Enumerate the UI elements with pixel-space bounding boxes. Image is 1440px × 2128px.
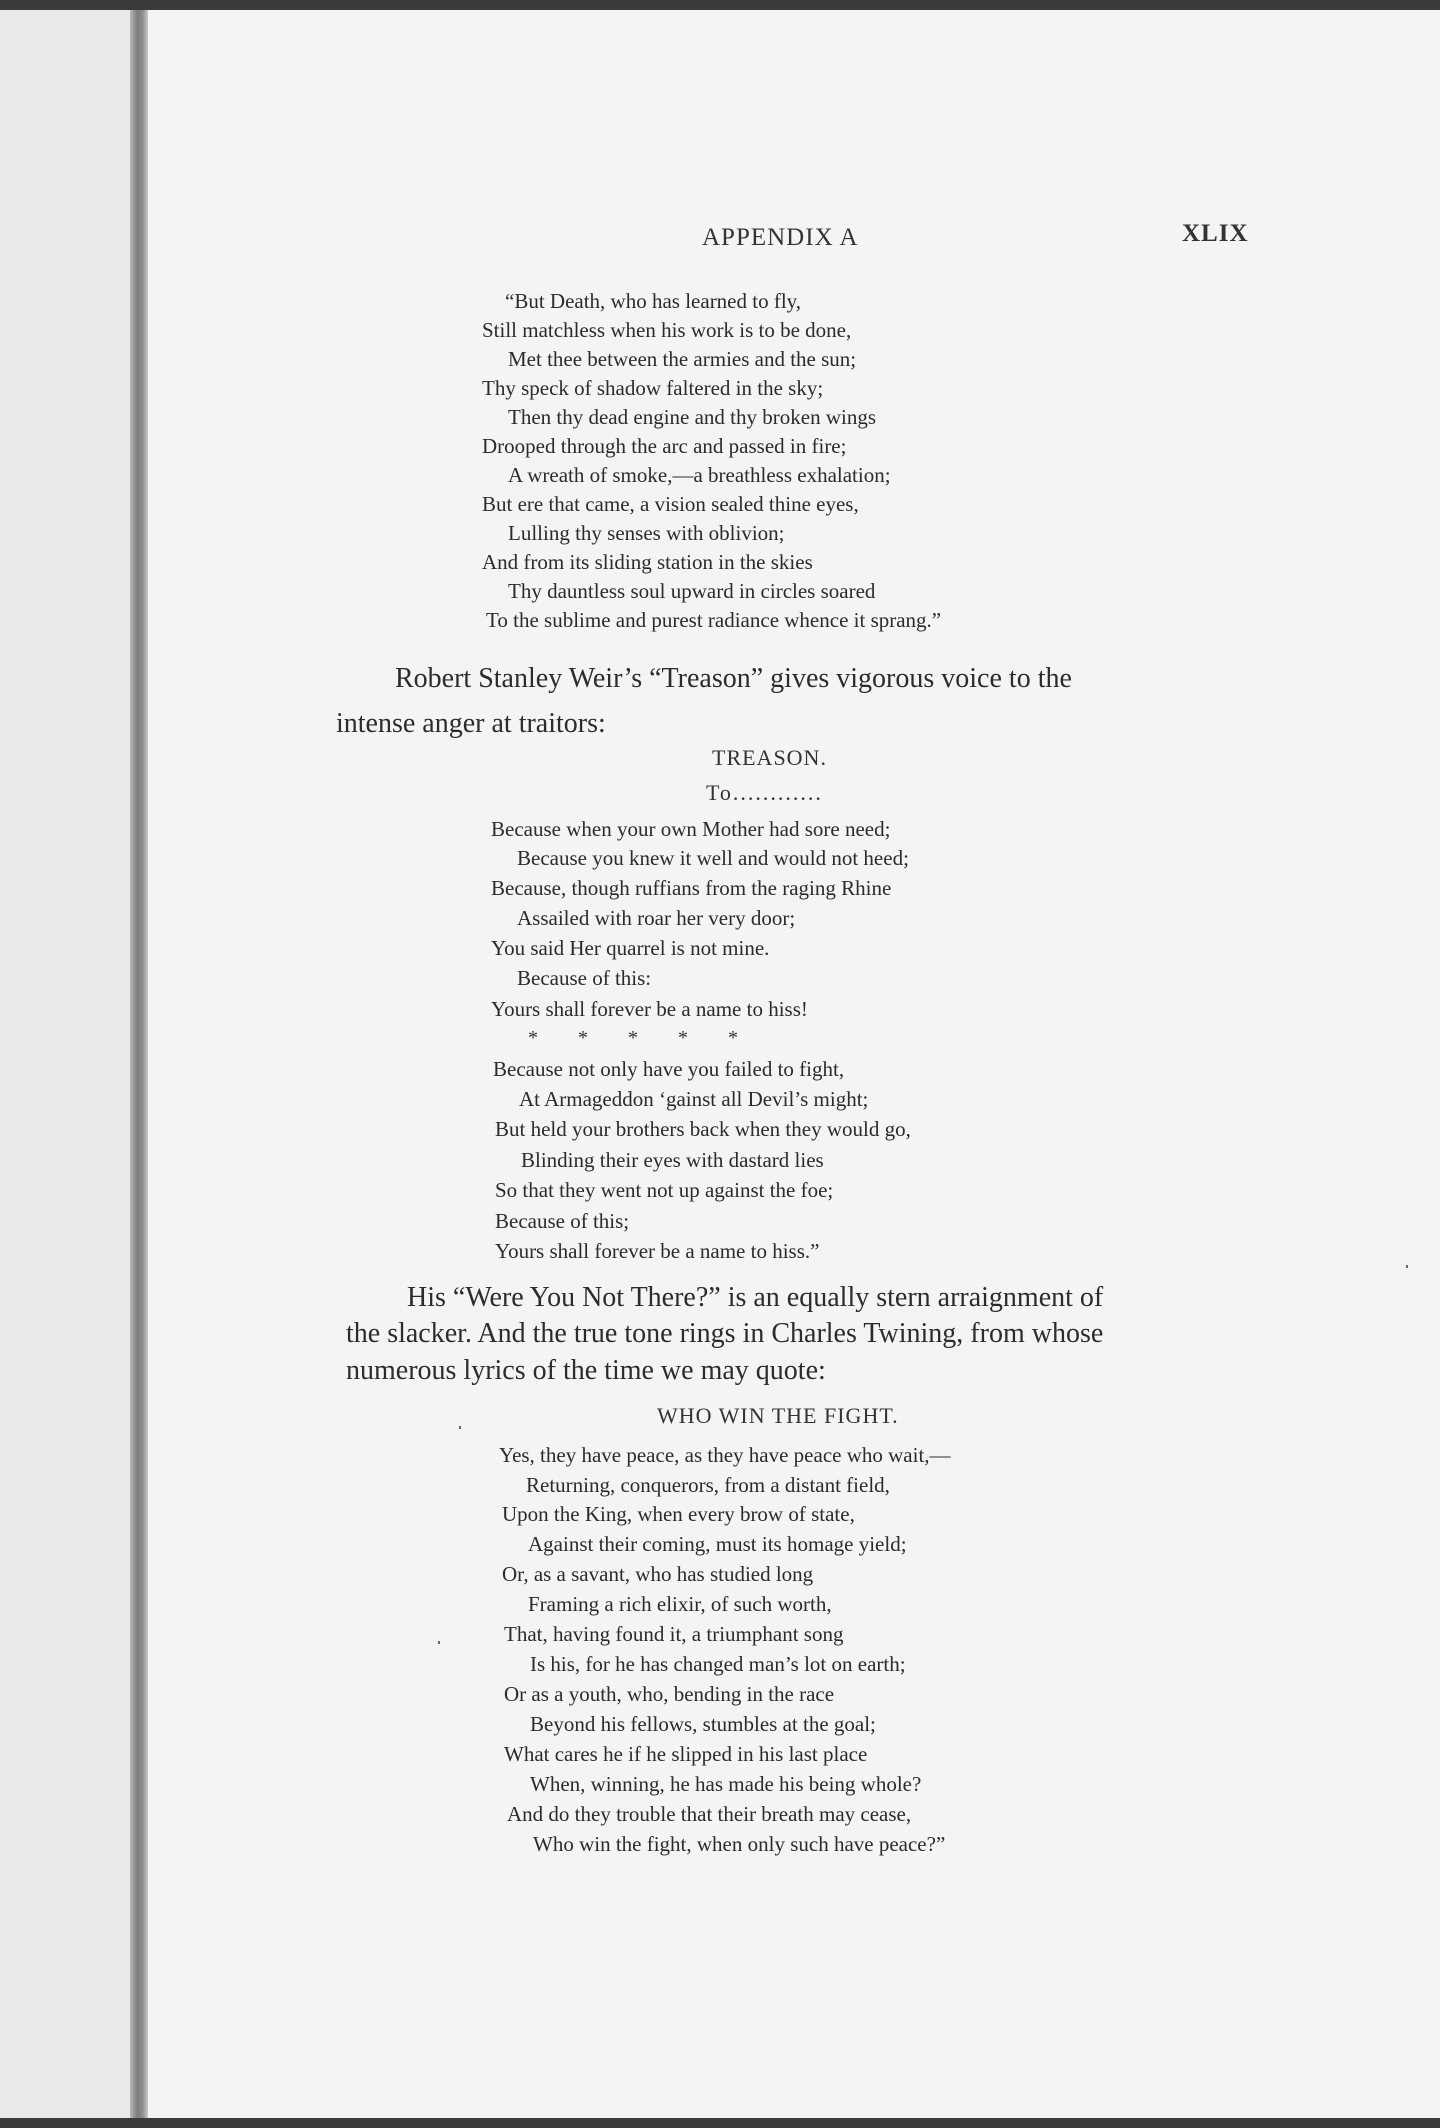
section-separator: * * * * *: [528, 1027, 738, 1049]
poem-line: Is his, for he has changed man’s lot on earth;: [530, 1652, 906, 1676]
poem-line: Or as a youth, who, bending in the race: [504, 1682, 835, 1706]
poem-line: Because you knew it well and would not heed;: [517, 846, 909, 870]
poem-line: But held your brothers back when they would go,: [495, 1117, 911, 1141]
poem-line: Or, as a savant, who has studied long: [502, 1562, 814, 1586]
poem-line: Returning, conquerors, from a distant field,: [526, 1473, 890, 1497]
poem-line: And do they trouble that their breath may cease,: [507, 1802, 912, 1826]
page-number: XLIX: [1182, 220, 1249, 247]
poem-title-treason: TREASON.: [712, 745, 827, 770]
poem-line: When, winning, he has made his being whole?: [530, 1772, 922, 1796]
poem-line: Thy dauntless soul upward in circles soared: [508, 579, 876, 603]
poem-line: A wreath of smoke,—a breathless exhalation;: [508, 463, 891, 487]
poem-line: Lulling thy senses with oblivion;: [508, 521, 785, 545]
scan-speck: [438, 1641, 440, 1644]
poem-line: Drooped through the arc and passed in fire;: [482, 434, 847, 458]
poem-line: At Armageddon ‘gainst all Devil’s might;: [519, 1087, 869, 1111]
poem-line: Against their coming, must its homage yield;: [528, 1532, 907, 1556]
poem-line: Blinding their eyes with dastard lies: [521, 1148, 824, 1172]
poem-line: That, having found it, a triumphant song: [504, 1622, 844, 1646]
poem-line: And from its sliding station in the skies: [482, 550, 813, 574]
poem-line: Still matchless when his work is to be done,: [482, 318, 852, 342]
poem-line: Because of this:: [517, 966, 652, 990]
poem-dedication: To............: [706, 780, 823, 805]
poem-line: Because, though ruffians from the raging Rhine: [491, 876, 892, 900]
poem-line: “But Death, who has learned to fly,: [505, 289, 802, 313]
scan-speck: [459, 1426, 461, 1429]
poem-line: Framing a rich elixir, of such worth,: [528, 1592, 832, 1616]
poem-line: Who win the fight, when only such have peace?”: [533, 1832, 946, 1856]
scan-speck: [1406, 1265, 1408, 1268]
facing-page-edge: [0, 10, 132, 2118]
poem-line: You said Her quarrel is not mine.: [491, 936, 770, 960]
scan-top-border: [0, 0, 1440, 10]
poem-line: Upon the King, when every brow of state,: [502, 1502, 855, 1526]
poem-line: Assailed with roar her very door;: [517, 906, 796, 930]
prose-line: His “Were You Not There?” is an equally stern arraignment of: [407, 1282, 1104, 1313]
poem-line: Because of this;: [495, 1209, 630, 1233]
poem-line: But ere that came, a vision sealed thine eyes,: [482, 492, 859, 516]
prose-line: numerous lyrics of the time we may quote:: [346, 1355, 826, 1386]
poem-line: Because not only have you failed to fight,: [493, 1057, 845, 1081]
poem-line: Yes, they have peace, as they have peace who wait,—: [499, 1443, 951, 1467]
poem-line: What cares he if he slipped in his last place: [504, 1742, 868, 1766]
scan-bottom-border: [0, 2118, 1440, 2128]
poem-line: Then thy dead engine and thy broken wings: [508, 405, 876, 429]
poem-title-fight: WHO WIN THE FIGHT.: [657, 1403, 899, 1428]
poem-line: Thy speck of shadow faltered in the sky;: [482, 376, 824, 400]
book-spine: [130, 10, 148, 2118]
poem-line: To the sublime and purest radiance whence it sprang.”: [486, 608, 942, 632]
prose-line: the slacker. And the true tone rings in Charles Twining, from whose: [346, 1318, 1104, 1349]
prose-line: Robert Stanley Weir’s “Treason” gives vigorous voice to the: [395, 663, 1072, 694]
poem-line: Because when your own Mother had sore need;: [491, 817, 891, 841]
poem-line: So that they went not up against the foe;: [495, 1178, 834, 1202]
poem-line: Met thee between the armies and the sun;: [508, 347, 857, 371]
prose-line: intense anger at traitors:: [336, 708, 606, 739]
poem-line: Yours shall forever be a name to hiss.”: [495, 1239, 820, 1263]
running-head: APPENDIX A: [702, 224, 859, 251]
poem-line: Yours shall forever be a name to hiss!: [491, 997, 808, 1021]
poem-line: Beyond his fellows, stumbles at the goal;: [530, 1712, 876, 1736]
